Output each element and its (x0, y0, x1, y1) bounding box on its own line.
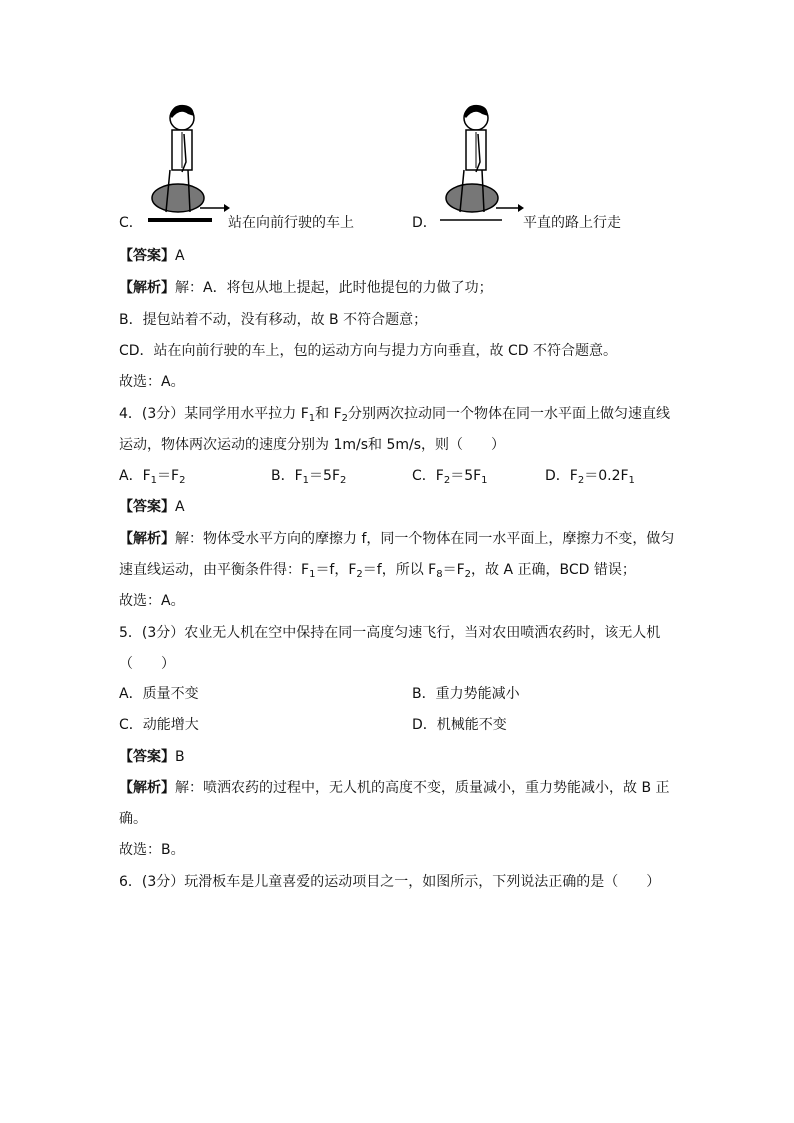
analysis-part: 速直线运动，由平衡条件得：F (119, 562, 310, 578)
q6-stem: 6．(3分）玩滑板车是儿童喜爱的运动项目之一，如图所示，下列说法正确的是（ ） (119, 874, 661, 890)
q4-stem-line-1 (119, 404, 670, 429)
answer-value: A (175, 499, 185, 515)
subscript: 8 (436, 569, 443, 580)
q5-stem-line-1: 5．(3分）农业无人机在空中保持在同一高度匀速飞行，当对农田喷洒农药时，该无人机 (119, 625, 661, 641)
q5-analysis-line-2: 确。 (119, 811, 147, 827)
q4-option-a (119, 466, 185, 491)
q3-choose: 故选：A。 (119, 374, 185, 390)
q5-option-d: D．机械能不变 (412, 717, 507, 733)
subscript: 2 (179, 475, 186, 486)
q4-answer (119, 497, 185, 517)
q5-choose: 故选：B。 (119, 842, 185, 858)
analysis-tag: 【解析】 (119, 780, 175, 796)
subscript: 2 (443, 475, 451, 486)
analysis-tag: 【解析】 (119, 531, 175, 547)
answer-tag: 【答案】 (119, 248, 175, 264)
figure-c-caption: 站在向前行驶的车上 (228, 215, 354, 231)
q5-option-b: B．重力势能减小 (412, 686, 520, 702)
option-text: ＝0.2F (584, 468, 629, 484)
answer-tag: 【答案】 (119, 749, 175, 765)
q4-analysis-line-1 (119, 529, 674, 549)
subscript: 2 (341, 413, 349, 424)
option-text: D．F (545, 468, 578, 484)
option-text: B．F (271, 468, 303, 484)
analysis-part: ，故 A 正确，BCD 错误； (471, 562, 636, 578)
q4-stem-part: 分别两次拉动同一个物体在同一水平面上做匀速直线 (348, 406, 671, 422)
subscript: 2 (356, 569, 363, 580)
figure-d (438, 100, 528, 228)
subscript: 1 (308, 413, 316, 424)
q5-option-a: A．质量不变 (119, 686, 199, 702)
q3-analysis-line-3: CD．站在向前行驶的车上，包的运动方向与提力方向垂直，故 CD 不符合题意。 (119, 343, 618, 359)
analysis-text: 解：物体受水平方向的摩擦力 f，同一个物体在同一水平面上，摩擦力不变，做匀 (175, 531, 675, 547)
q4-analysis-line-2 (119, 560, 636, 585)
q4-stem-part: 4．(3分）某同学用水平拉力 F (119, 406, 309, 422)
q4-option-c (412, 466, 488, 491)
q3-analysis-line-1 (119, 278, 493, 298)
q4-stem-part: 和 F (315, 406, 342, 422)
q5-option-c: C．动能增大 (119, 717, 199, 733)
figure-d-drawing (438, 100, 528, 228)
subscript: 2 (464, 569, 472, 580)
subscript: 1 (150, 475, 158, 486)
analysis-text: 解：喷洒农药的过程中，无人机的高度不变，质量减小，重力势能减小，故 B 正 (175, 780, 670, 796)
subscript: 2 (577, 475, 585, 486)
answer-value: A (175, 248, 185, 264)
subscript: 1 (628, 475, 635, 486)
subscript: 1 (309, 569, 316, 580)
analysis-text: 解：A．将包从地上提起，此时他提包的力做了功； (175, 280, 493, 296)
option-text: ＝F (157, 468, 180, 484)
figure-c-letter: C． (119, 215, 143, 231)
analysis-tag: 【解析】 (119, 280, 175, 296)
figure-d-letter: D． (412, 215, 437, 231)
figure-c (140, 100, 230, 228)
analysis-part: ＝f，所以 F (362, 562, 437, 578)
q4-stem-line-2: 运动，物体两次运动的速度分别为 1m/s和 5m/s，则（ ） (119, 437, 506, 453)
figure-c-drawing (140, 100, 230, 228)
answer-tag: 【答案】 (119, 499, 175, 515)
subscript: 2 (340, 475, 347, 486)
analysis-part: ＝f，F (315, 562, 357, 578)
option-text: A．F (119, 468, 151, 484)
subscript: 1 (481, 475, 488, 486)
q4-choose: 故选：A。 (119, 593, 185, 609)
q3-analysis-line-2: B．提包站着不动，没有移动，故 B 不符合题意； (119, 312, 428, 328)
subscript: 1 (302, 475, 310, 486)
option-text: ＝5F (450, 468, 482, 484)
option-text: C．F (412, 468, 444, 484)
q5-answer (119, 747, 185, 767)
q5-stem-line-2: （ ） (119, 656, 175, 672)
q5-analysis-line-1 (119, 778, 670, 798)
q4-option-d (545, 466, 635, 491)
q4-option-b (271, 466, 346, 491)
q3-answer (119, 246, 185, 266)
answer-value: B (175, 749, 185, 765)
figure-d-caption: 平直的路上行走 (523, 215, 621, 231)
analysis-part: ＝F (442, 562, 465, 578)
option-text: ＝5F (309, 468, 341, 484)
